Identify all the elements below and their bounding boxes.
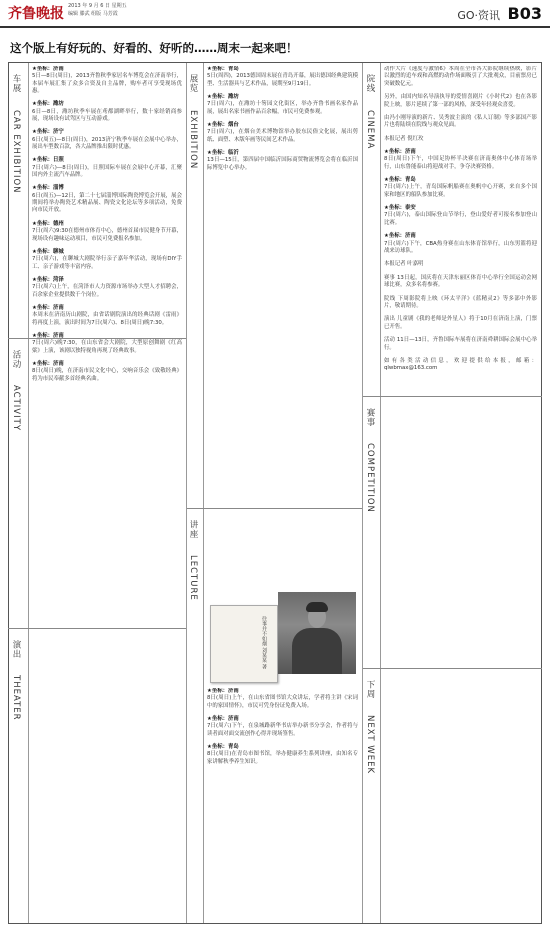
article-body: 活动 11日—13日，齐鲁国际车展将在济南舜耕国际会展中心举行。	[384, 337, 537, 351]
article-heading: ★坐标：淄博	[32, 185, 64, 192]
article-heading: ★坐标：济南	[32, 304, 64, 311]
article-body: 另外，由国内知名导演执导的爱情喜剧片《小时代2》也在各影院上映，影片延续了第一部的风格，深受年轻观众喜爱。	[384, 94, 537, 108]
newspaper-logo: 齐鲁晚报	[8, 6, 64, 22]
article-heading: ★坐标：济南	[384, 233, 416, 240]
article-body: 如有各类活动信息，欢迎提供给本报，邮箱：qlwbmax@163.com	[384, 357, 537, 372]
article-body: 5日(周四)，2013德国周末展在青岛开幕，展出德国经典建筑模型、生活器具与艺术作品，展期至9月19日。	[207, 73, 358, 87]
label-cinema-en: CINEMA	[365, 110, 375, 150]
section-separator	[187, 508, 362, 509]
article-body: 8日(周日)下午，中国足协杯半决赛在济南奥体中心体育场举行，山东鲁能泰山将迎战对手，争夺决赛资格。	[384, 156, 537, 170]
article-body: 7日(周六)晚7:30，在山东省会大剧院，大型原创舞剧《红高粱》上演，该剧以独特视角再现了经典故事。	[32, 340, 182, 354]
article	[32, 361, 182, 383]
article	[32, 249, 182, 271]
article	[207, 66, 358, 88]
article	[32, 305, 182, 327]
label-exhibition: 展览	[188, 74, 198, 93]
issue-meta	[68, 2, 127, 18]
article-body: 院线 下周影院将上映《环太平洋》《蓝精灵2》等多部中外影片，敬请期待。	[384, 295, 537, 309]
issue-date: 2013 年 9 月 6 日 星期五	[68, 3, 127, 9]
author-portrait-photo	[278, 592, 356, 674]
article-body: 7日(周六)下午，在泉城路新华书店举办新书分享会，作者将与读者面对面交流创作心得并现场签售。	[207, 723, 358, 737]
article-heading: ★坐标：济南	[32, 66, 64, 72]
article	[384, 94, 537, 109]
section-name: GO·资讯	[457, 9, 500, 22]
label-exhibition-en: EXHIBITION	[188, 110, 198, 170]
label-car: 车展	[11, 74, 21, 93]
article-heading: ★坐标：青岛	[207, 66, 239, 72]
article-heading: ★坐标：济南	[207, 716, 239, 723]
article-heading: ★坐标：聊城	[32, 248, 64, 255]
newspaper-header	[0, 0, 550, 28]
article-body: 8日(周日)晚，在济南市民文化中心，交响音乐会《致敬经典》将为市民奉献多首经典名曲。	[32, 368, 182, 382]
article	[384, 136, 537, 143]
label-cinema: 院线	[365, 74, 375, 93]
issue-editors: 编辑 滕武 组版 马芳霞	[68, 11, 118, 17]
article-heading: ★坐标：临沂	[207, 150, 239, 157]
label-activity: 活动	[11, 350, 21, 369]
article-heading: ★坐标：烟台	[207, 122, 239, 129]
label-car-en: CAR EXHIBITION	[11, 110, 21, 194]
article	[384, 316, 537, 331]
article-body: 本周末在济南历山剧院，由省话剧院演出的经典话剧《雷雨》将再度上演，演出时间为7日(周六)、8日(周日)晚7:30。	[32, 312, 182, 326]
label-divider-2	[203, 63, 204, 923]
label-lecture: 讲座	[188, 520, 198, 539]
article-body: 7日(周六)，在烟台美术博物馆举办胶东民俗文化展，展出剪纸、面塑、木版年画等民间艺术作品。	[207, 129, 358, 143]
article	[384, 261, 537, 268]
label-divider-3	[380, 63, 381, 923]
article-heading: ★坐标：济南	[32, 360, 64, 367]
label-lecture-en: LECTURE	[188, 555, 198, 601]
article-body: 8日(周日)上午，在山东省图书馆大众讲坛，学者将主讲《宋词中的家国情怀》，市民可凭身份证免费入场。	[207, 695, 358, 709]
article	[32, 277, 182, 299]
article	[32, 157, 182, 179]
article-body: 赛事 13日起，国庆将在天津东丽区体育中心举行全国运动会网球比赛，众多名将参赛。	[384, 274, 537, 289]
article-heading: ★坐标：济南	[207, 688, 239, 694]
label-nextweek-en: NEXT WEEK	[365, 715, 375, 775]
book-title: 往事并不如烟 刘某某 著	[261, 616, 267, 670]
article-body: 6日(周五)—12日，第二十七届淄博国际陶瓷博览会开展，展会期间将举办陶瓷艺术精品展、陶瓷文化论坛等多项活动，免费向市民开放。	[32, 192, 182, 214]
label-nextweek: 下周	[365, 680, 375, 699]
article-heading: ★坐标：潍坊	[32, 101, 64, 108]
portrait-body	[292, 628, 342, 674]
column-2-top	[207, 66, 358, 504]
article	[384, 337, 537, 352]
article	[384, 149, 537, 171]
article-heading: ★坐标：济南	[32, 332, 64, 339]
article	[384, 115, 537, 130]
article	[207, 150, 358, 172]
article-body: 7日(周六)，泰山国际登山节举行，登山爱好者可报名参加登山比赛。	[384, 212, 537, 226]
article-body: 动作大片《速度与激情6》本周在全市各大影院继续热映，影片以激烈的追车戏和高燃的动作场面吸引了大批观众，目前票房已突破数亿元。	[384, 66, 537, 87]
article-body: 7日(周六)下午，CBA热身赛在山东体育馆举行，山东男篮将迎战来访球队。	[384, 240, 537, 254]
article-heading: ★坐标：菏泽	[32, 276, 64, 283]
label-divider-1	[28, 63, 29, 923]
article-heading: ★坐标：青岛	[384, 177, 416, 184]
article-body: 7日(周六)上午，青岛国际帆船赛在奥帆中心开赛，来自多个国家和地区的船队参加比赛。	[384, 184, 537, 198]
column-1	[32, 66, 182, 918]
article-body: 本报记者 倪红玫	[384, 135, 424, 142]
article	[207, 94, 358, 116]
article-body: 本报记者 叶嘉明	[384, 261, 424, 268]
book-cover-image	[210, 605, 278, 683]
article	[384, 358, 537, 373]
article	[207, 122, 358, 144]
column-2-bottom	[207, 688, 358, 918]
article-body: 7日(周六)，在潍坊十笏园文化街区，举办齐鲁书画名家作品展，展出名家书画作品百余幅，市民可免费参观。	[207, 101, 358, 115]
article-body: 7日(周六)—8日(周日)，日照国际车展在会展中心开幕，汇聚国内外主流汽车品牌。	[32, 164, 182, 179]
article-heading: ★坐标：德州	[32, 220, 64, 227]
label-theater-en: THEATER	[11, 675, 21, 721]
label-activity-en: ACTIVITY	[11, 385, 21, 432]
article	[384, 296, 537, 311]
article-body: 8日(周日)在青岛市图书馆，举办健康养生系列讲座，由知名专家讲解秋季养生知识。	[207, 751, 358, 765]
column-divider-2	[362, 63, 363, 923]
article	[32, 333, 182, 355]
article	[32, 129, 182, 151]
page-number: B03	[507, 4, 542, 23]
article-body: 6日—8日，潍坊秋季车展在鸢都湖畔举行，数十家经销商参展，现场设有试驾区与互动游戏。	[32, 108, 182, 123]
article	[384, 177, 537, 199]
article-body: 7日(周六)9:30在德州市体育中心，德州首届市民健身节开幕，现场设有趣味运动项目，市民可免费报名参加。	[32, 228, 182, 242]
article	[32, 185, 182, 214]
article-heading: ★坐标：济南	[384, 149, 416, 156]
article	[384, 205, 537, 227]
label-competition-en: COMPETITION	[365, 443, 375, 513]
portrait-hair	[306, 602, 328, 612]
article	[384, 275, 537, 290]
article	[207, 688, 358, 710]
article-body: 13日—15日，第四届中国临沂国际商贸物流博览会将在临沂国际博览中心举办。	[207, 157, 358, 171]
article-body: 7日(周六)，在聊城大剧院举行亲子嘉年华活动，现场有DIY手工、亲子游戏等丰富内容。	[32, 256, 182, 270]
article-body: 由冯小刚导演的新片、吴秀波主演的《私人订制》等多部国产影片也将陆续在院线与观众见面。	[384, 115, 537, 129]
article-body: 7日(周六)上午，在菏泽市人力资源市场举办大型人才招聘会，百余家企业提供数千个岗位。	[32, 284, 182, 298]
article-body: 6日(周五)—8日(周日)，2013济宁秋季车展在会展中心举办，展出车型数百款，各大品牌推出限时优惠。	[32, 136, 182, 151]
article	[207, 744, 358, 766]
label-competition: 赛事	[365, 408, 375, 427]
article-heading: ★坐标：潍坊	[207, 94, 239, 101]
article	[384, 233, 537, 255]
article	[32, 101, 182, 123]
article	[207, 716, 358, 738]
article-heading: ★坐标：日照	[32, 157, 64, 164]
column-divider-1	[186, 63, 187, 923]
article	[32, 66, 182, 95]
article-body: 演出 儿童剧《我的老师是外星人》将于10月在济南上演，门票已开售。	[384, 316, 537, 330]
column-3	[384, 66, 537, 918]
article-heading: ★坐标：青岛	[207, 744, 239, 751]
article	[32, 221, 182, 243]
article-heading: ★坐标：济宁	[32, 129, 64, 136]
article	[384, 66, 537, 88]
label-theater: 演出	[11, 640, 21, 659]
article-heading: ★坐标：泰安	[384, 205, 416, 212]
page-headline: 这个版上有好玩的、好看的、好听的……周末一起来吧！	[10, 41, 298, 55]
article-body: 5日—8日(周日)，2013齐鲁秋季家居名车博览会在济南举行，本届车展汇集了众多合资及自主品牌，购车者可享受现场优惠。	[32, 73, 182, 95]
